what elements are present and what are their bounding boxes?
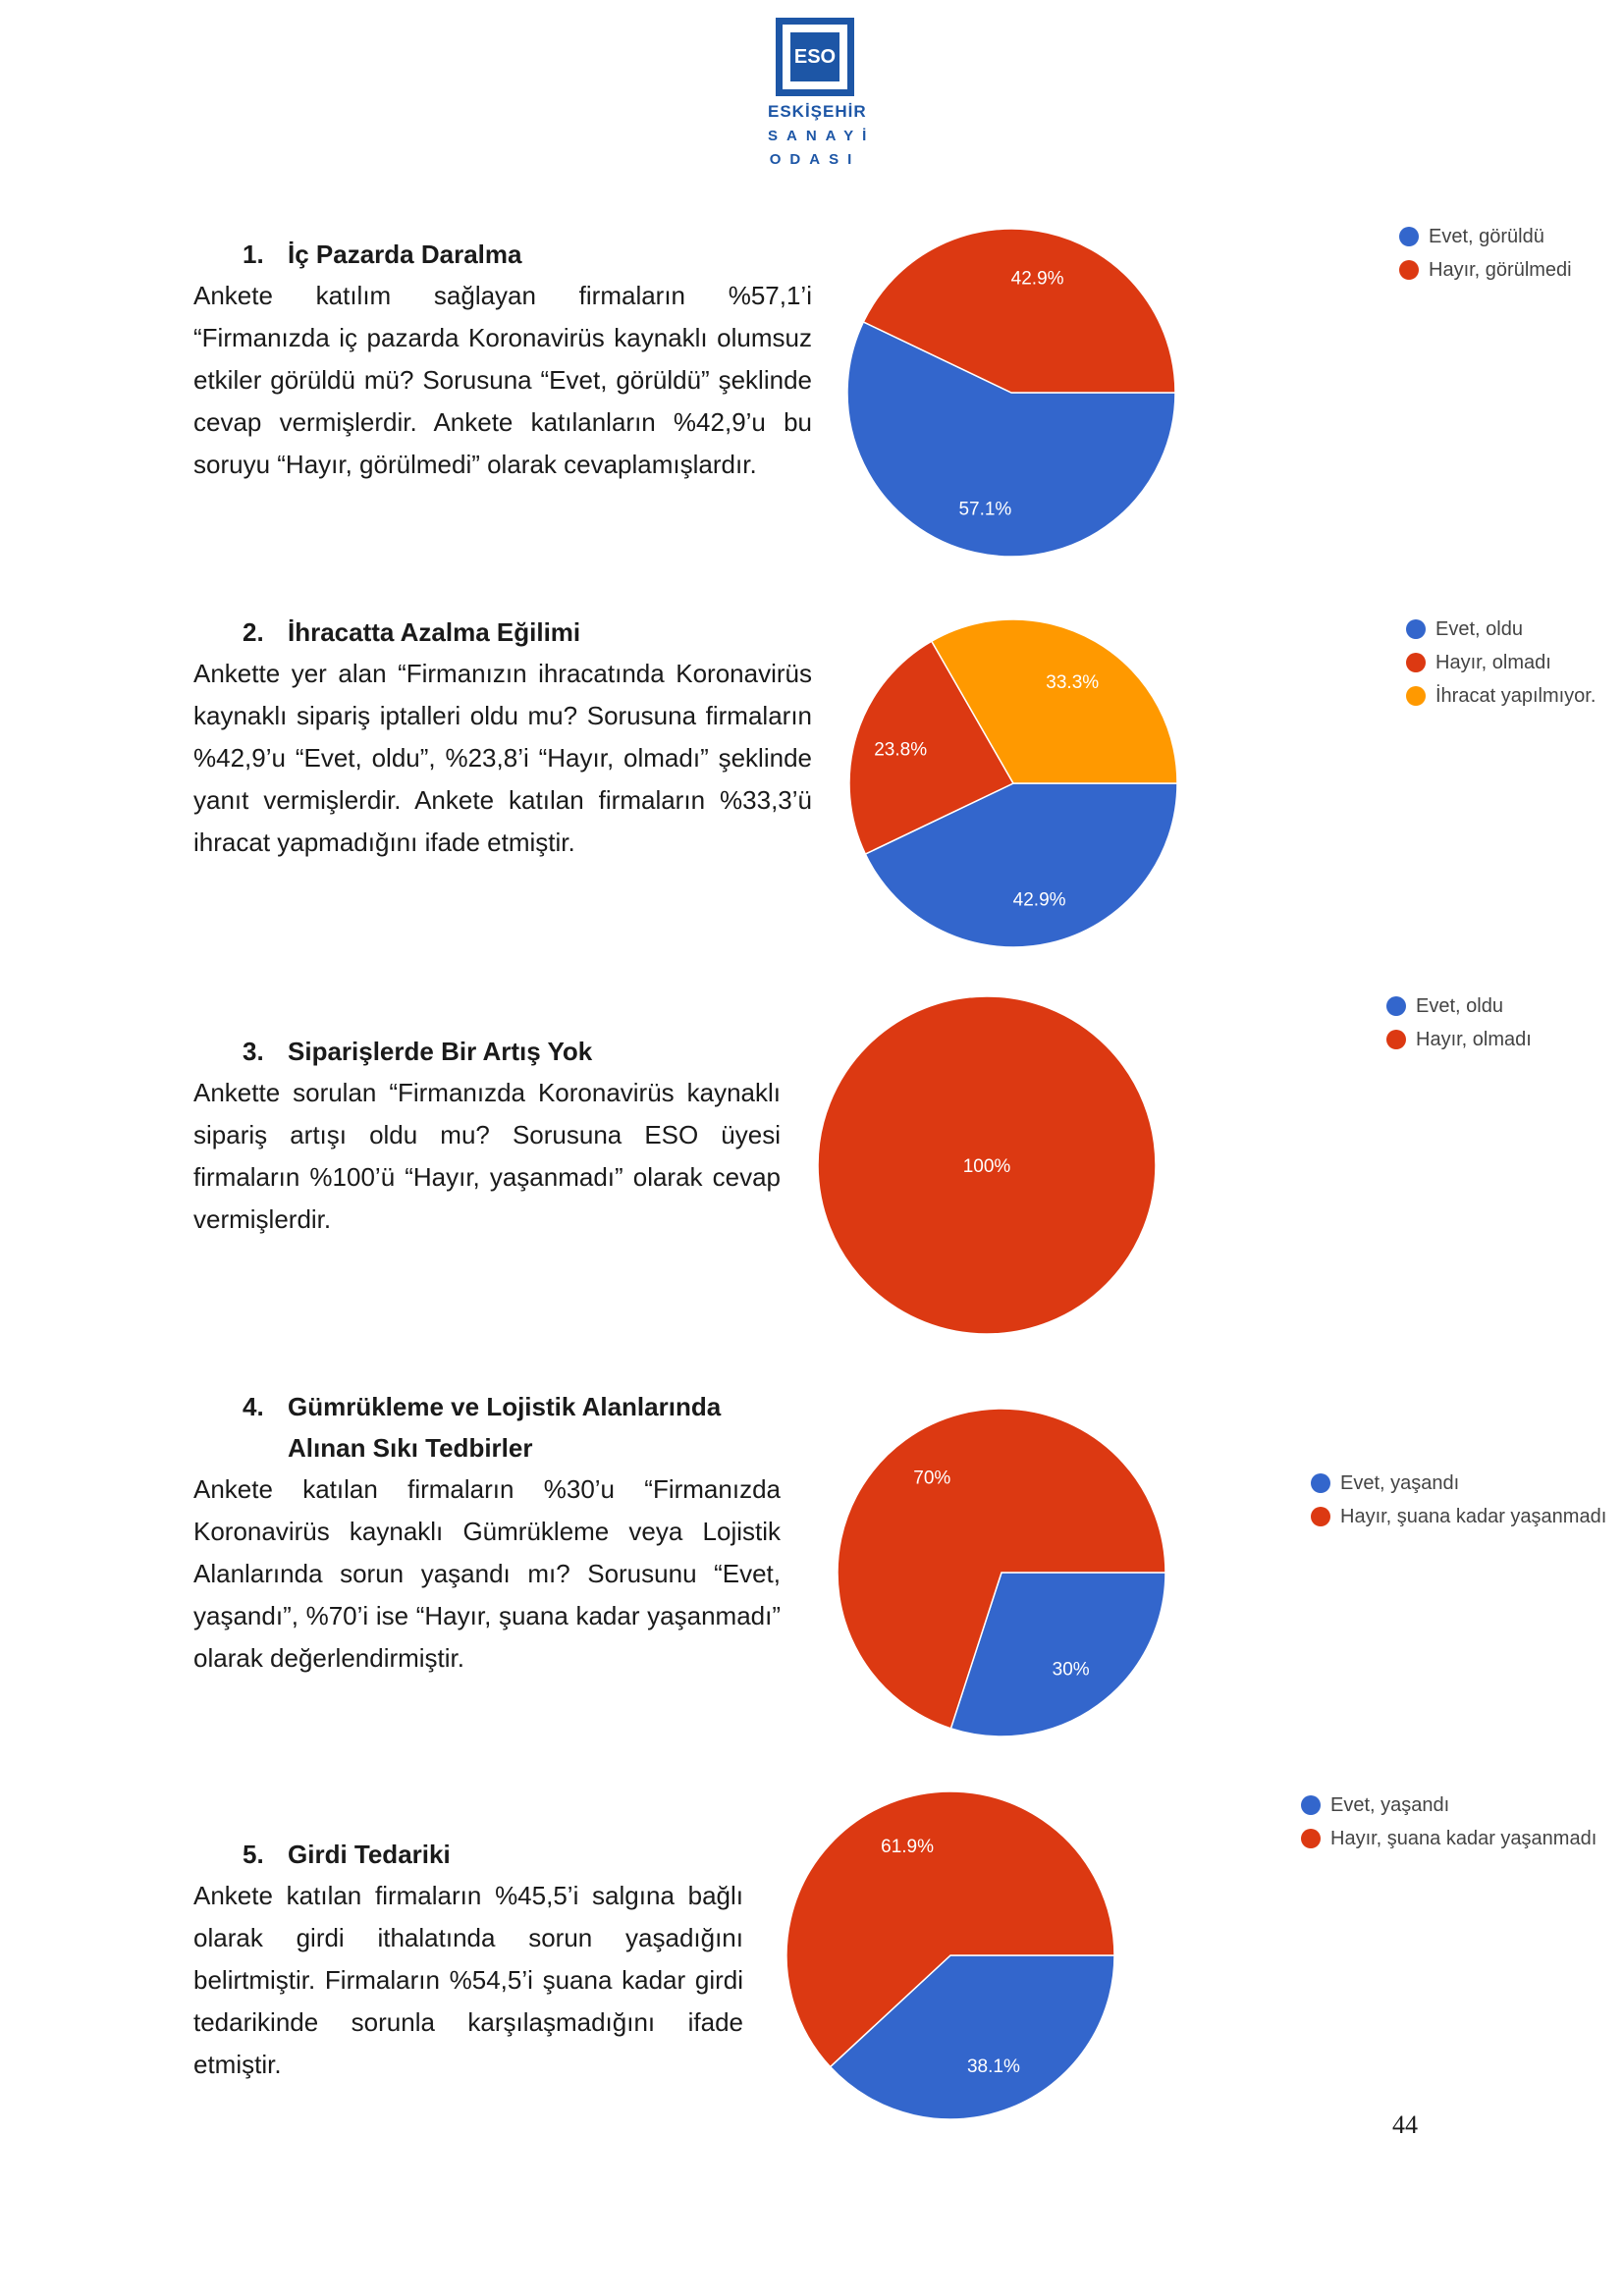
legend-label: Hayır, görülmedi [1429, 258, 1572, 281]
legend-label: Evet, oldu [1416, 994, 1503, 1017]
logo-mark [776, 18, 854, 96]
legend-label: İhracat yapılmıyor. [1435, 684, 1597, 707]
legend-label: Hayır, şuana kadar yaşanmadı [1340, 1505, 1607, 1527]
legend-swatch [1311, 1507, 1330, 1526]
legend-swatch [1311, 1473, 1330, 1493]
legend-swatch [1301, 1795, 1321, 1815]
org-name-line3: ODASI [769, 151, 861, 168]
legend-item [1311, 1500, 1606, 1533]
pie-data-label: 33.3% [1046, 671, 1100, 693]
legend-label: Hayır, olmadı [1416, 1028, 1532, 1050]
section-title: 2. İhracatta Azalma Eğilimi [243, 617, 581, 647]
pie-data-label: 61.9% [881, 1837, 935, 1858]
pie-data-label: 30% [1052, 1659, 1090, 1681]
legend-label: Evet, oldu [1435, 617, 1523, 640]
legend-gumrukleme [1311, 1467, 1606, 1533]
pie-chart-girdi [784, 1789, 1117, 2122]
org-name-line2: SANAYİ [768, 128, 876, 144]
pie-data-label: 38.1% [966, 2056, 1020, 2077]
legend-swatch [1406, 686, 1426, 706]
section-body: Ankete katılan firmaların %45,5’i salgına bağlı olarak girdi ithalatında sorun yaşadığını belirtmiştir. Firmaların %54,5’i şuana kadar girdi tedarikinde sorunla karşılaşmadığını ifade etmiştir. [193, 1881, 743, 2079]
section-title: 1. İç Pazarda Daralma [243, 240, 522, 269]
section-title: 3. Siparişlerde Bir Artış Yok [243, 1037, 593, 1066]
pie-chart-siparis [815, 993, 1159, 1337]
logo-text: ESO [793, 45, 837, 68]
pie-chart-ic-pazar [844, 226, 1178, 560]
pie-chart-gumrukleme [835, 1406, 1168, 1739]
section-title: 4. Gümrükleme ve Lojistik Alanlarında Alınan Sıkı Tedbirler [243, 1392, 722, 1463]
legend-swatch [1399, 260, 1419, 280]
section-3 [193, 1031, 781, 1241]
legend-item [1406, 646, 1596, 679]
legend-swatch [1386, 1030, 1406, 1049]
pie-data-label: 57.1% [958, 499, 1012, 520]
eso-logo [768, 18, 876, 169]
legend-label: Evet, yaşandı [1330, 1793, 1450, 1816]
section-body: Ankette sorulan “Firmanızda Koronavirüs kaynaklı sipariş artışı oldu mu? Sorusuna ESO üyesi firmaların %100’ü “Hayır, yaşanmadı” olarak cevap vermişlerdir. [193, 1078, 781, 1234]
legend-item [1301, 1789, 1597, 1822]
legend-item [1301, 1822, 1597, 1855]
section-body: Ankete katılan firmaların %30’u “Firmanızda Koronavirüs kaynaklı Gümrükleme veya Lojistik Alanlarında sorun yaşandı mı? Sorusunu “Evet, yaşandı”, %70’i ise “Hayır, şuana kadar yaşanmadı” olarak değerlendirmiştir. [193, 1474, 781, 1673]
legend-item [1399, 220, 1572, 253]
pie-data-label: 42.9% [1012, 889, 1066, 911]
legend-swatch [1386, 996, 1406, 1016]
legend-label: Hayır, şuana kadar yaşanmadı [1330, 1827, 1597, 1849]
pie-data-label: 100% [962, 1156, 1011, 1177]
legend-swatch [1399, 227, 1419, 246]
legend-ic-pazar [1399, 220, 1572, 287]
pie-data-label: 23.8% [874, 739, 928, 761]
legend-item [1399, 253, 1572, 287]
section-body: Ankete katılım sağlayan firmaların %57,1’i “Firmanızda iç pazarda Koronavirüs kaynaklı olumsuz etkiler görüldü mü? Sorusuna “Evet, görüldü” şeklinde cevap vermişlerdir. Ankete katılanların %42,9’u bu soruyu “Hayır, görülmedi” olarak cevaplamışlardır. [193, 281, 812, 479]
legend-ihracat [1406, 613, 1596, 713]
section-4 [193, 1386, 781, 1680]
pie-chart-ihracat [846, 616, 1180, 950]
legend-item [1386, 989, 1532, 1023]
legend-siparis [1386, 989, 1532, 1056]
pie-data-label: 42.9% [1010, 268, 1064, 290]
section-1 [193, 234, 812, 486]
page-number: 44 [1392, 2110, 1418, 2139]
legend-item [1311, 1467, 1606, 1500]
legend-label: Evet, görüldü [1429, 225, 1544, 247]
legend-swatch [1301, 1829, 1321, 1848]
legend-label: Hayır, olmadı [1435, 651, 1551, 673]
section-title: 5. Girdi Tedariki [243, 1840, 451, 1869]
org-name-line1: ESKİŞEHİR [768, 102, 867, 121]
legend-swatch [1406, 653, 1426, 672]
legend-item [1386, 1023, 1532, 1056]
legend-girdi [1301, 1789, 1597, 1855]
section-2 [193, 612, 812, 864]
legend-label: Evet, yaşandı [1340, 1471, 1460, 1494]
legend-item [1406, 613, 1596, 646]
legend-swatch [1406, 619, 1426, 639]
legend-item [1406, 679, 1596, 713]
pie-data-label: 70% [913, 1468, 951, 1489]
section-5 [193, 1834, 743, 2086]
section-body: Ankette yer alan “Firmanızın ihracatında Koronavirüs kaynaklı sipariş iptalleri oldu mu? Sorusuna firmaların %42,9’u “Evet, oldu”, %23,8’i “Hayır, olmadı” şeklinde yanıt vermişlerdir. Ankete katılan firmaların %33,3’ü ihracat yapmadığını ifade etmiştir. [193, 659, 812, 857]
